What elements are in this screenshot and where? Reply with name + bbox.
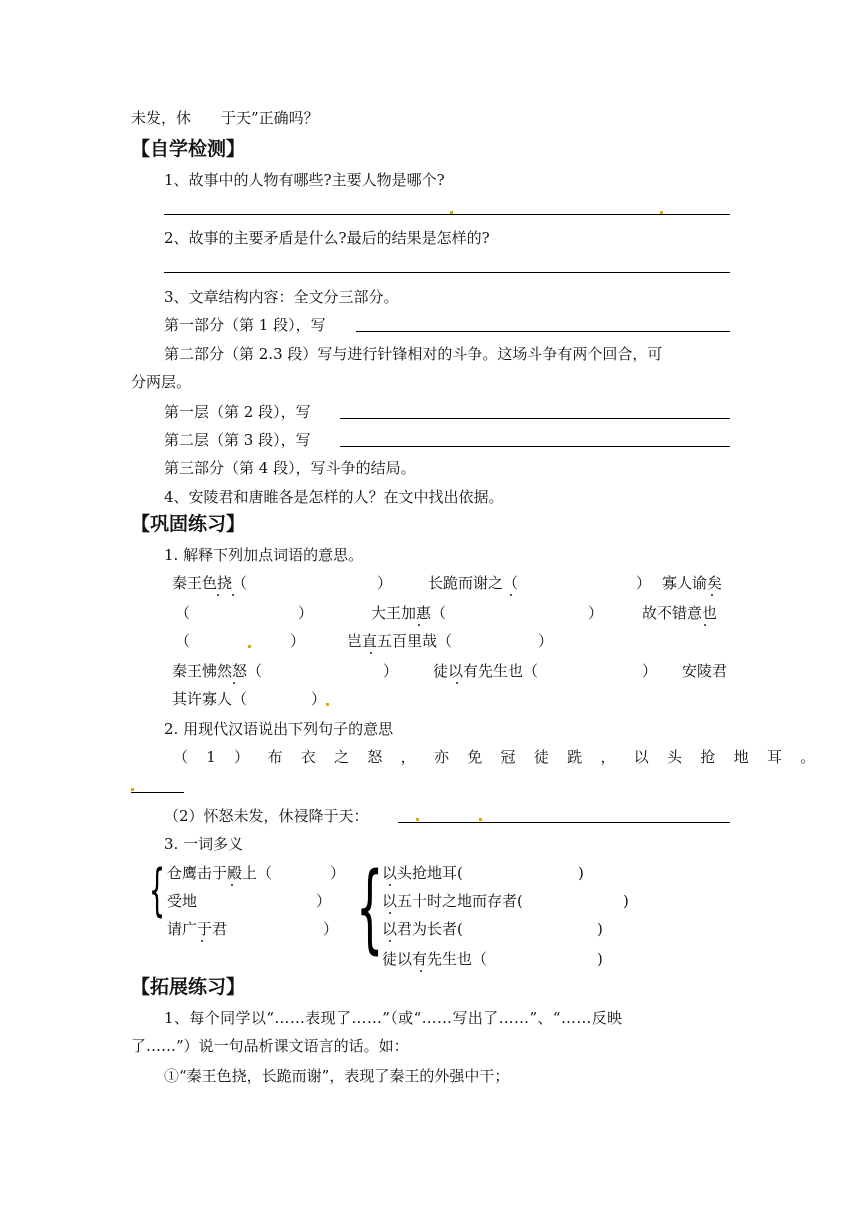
marker-dot [450,211,453,214]
polysemy-item: 请广于君 [167,920,228,938]
word-item: 大王加惠（ [371,604,447,622]
close-paren: ） [538,632,554,650]
sentence-1: （1）布衣之怒，亦免冠徒跣，以头抢地耳。 [173,748,834,766]
sentence-2: （2）怀怒未发，休祲降于天： [164,807,369,825]
emphasis-dot [370,652,372,654]
polysemy-item: 以头抢地耳( [382,864,463,882]
answer-line-layer2[interactable] [340,446,730,447]
close-paren: ） [642,662,658,680]
marker-dot [416,818,419,821]
word-item: 秦王怫然怒（ [172,662,263,680]
close-paren: ） [636,574,652,592]
emphasis-dot [389,940,391,942]
part-2-text: 第二部分（第 2.3 段）写与进行针锋相对的斗争。这场斗争有两个回合，可 [164,345,663,363]
word-item: 寡人谕矣 [662,574,723,592]
emphasis-dot [510,594,512,596]
close-paren: ） [383,662,399,680]
answer-line-sentence1[interactable] [131,792,184,793]
part-2-text-cont: 分两层。 [131,373,192,391]
exercise-1: 1. 解释下列加点词语的意思。 [164,546,364,564]
brace-icon: { [149,858,166,923]
word-item: 长跪而谢之（ [428,574,519,592]
emphasis-dot [418,624,420,626]
emphasis-dot [217,594,219,596]
section-title-extension: 【拓展练习】 [131,976,246,998]
close-paren: ) [578,864,584,882]
emphasis-dot [389,884,391,886]
emphasis-dot [711,594,713,596]
word-item: 故不错意也 [642,604,718,622]
answer-line-1[interactable] [164,214,730,215]
exercise-3: 3. 一词多义 [164,835,244,853]
polysemy-item: 仓鹰击于殿上（ [167,864,273,882]
answer-line-part1[interactable] [356,331,730,332]
part-1-label: 第一部分（第 1 段），写 [164,316,326,334]
answer-line-sentence2[interactable] [398,822,730,823]
answer-line-2[interactable] [164,272,730,273]
polysemy-item: 以五十时之地而存者( [382,892,523,910]
part-3-text: 第三部分（第 4 段），写斗争的结局。 [164,459,416,477]
close-paren: ) [597,920,603,938]
polysemy-item: 徒以有先生也（ [382,950,488,968]
close-paren: ） [330,864,346,882]
marker-dot [660,211,663,214]
close-paren: ） [298,604,314,622]
brace-icon: { [356,852,384,964]
close-paren: ） [323,920,339,938]
word-item: 秦王色挠（ [172,574,248,592]
emphasis-dot [201,940,203,942]
open-paren: （ [175,604,191,622]
marker-dot [248,645,251,648]
close-paren: ) [623,892,629,910]
close-paren: ） [311,690,327,708]
extension-prompt-cont: 了……”）说一句品析课文语言的话。如： [131,1037,409,1055]
emphasis-dot [704,624,706,626]
layer-2-label: 第二层（第 3 段），写 [164,431,311,449]
close-paren: ) [597,950,603,968]
emphasis-dot [232,594,234,596]
word-item: 岂直五百里哉（ [347,632,453,650]
extension-prompt: 1、每个同学以“……表现了……”（或“……写出了……”、“……反映 [164,1009,623,1027]
exercise-2: 2. 用现代汉语说出下列句子的意思 [164,720,394,738]
emphasis-dot [420,970,422,972]
word-item: 徒以有先生也（ [433,662,539,680]
close-paren: ） [588,604,604,622]
word-item: 其许寡人（ [172,690,248,708]
open-paren: （ [175,632,191,650]
emphasis-dot [389,912,391,914]
emphasis-dot [231,884,233,886]
polysemy-item: 受地 [167,892,198,910]
marker-dot [326,703,329,706]
marker-dot [131,788,134,791]
question-3: 3、文章结构内容：全文分三部分。 [164,288,399,306]
marker-dot [479,818,482,821]
section-title-self-check: 【自学检测】 [131,138,246,160]
close-paren: ） [377,574,393,592]
polysemy-item: 以君为长者( [382,920,463,938]
question-2: 2、故事的主要矛盾是什么?最后的结果是怎样的? [164,229,490,247]
layer-1-label: 第一层（第 2 段），写 [164,403,311,421]
extension-example: ①“秦王色挠，长跪而谢”，表现了秦王的外强中干； [164,1067,510,1085]
close-paren: ） [290,632,306,650]
emphasis-dot [233,682,235,684]
emphasis-dot [456,682,458,684]
close-paren: ） [316,892,332,910]
section-title-consolidation: 【巩固练习】 [131,513,246,535]
question-1: 1、故事中的人物有哪些?主要人物是哪个? [164,171,445,189]
answer-line-layer1[interactable] [340,418,730,419]
question-4: 4、安陵君和唐睢各是怎样的人？在文中找出依据。 [164,488,504,506]
top-line: 未发，休 于天”正确吗？ [131,109,319,127]
word-item: 安陵君 [682,662,728,680]
